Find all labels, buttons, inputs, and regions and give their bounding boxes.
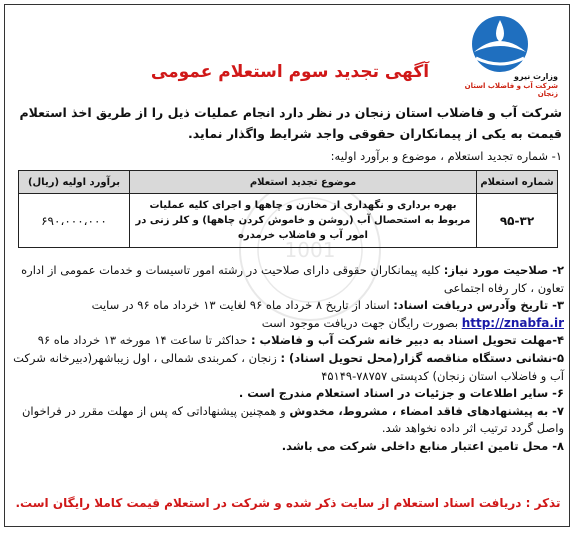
item-2 [12, 262, 564, 297]
table-row [19, 194, 558, 248]
tender-website-link[interactable]: http://znabfa.ir [461, 315, 564, 330]
item-3 [12, 297, 564, 332]
logo-ministry: وزارت نیرو [514, 72, 558, 81]
inquiry-table [18, 170, 558, 248]
conditions-list [12, 262, 564, 456]
section-1-heading: ۱- شماره تجدید استعلام ، موضوع و برآورد اولیه: [330, 149, 562, 163]
header-subject: موضوع تجدید استعلام [130, 171, 477, 194]
item-5-label: ۵-نشانی دستگاه مناقصه گزار(محل تحویل اسناد) : [280, 350, 564, 365]
item-8 [12, 438, 564, 456]
intro-paragraph: شرکت آب و فاضلاب استان زنجان در نظر دارد انجام عملیات ذیل را از طریق اخذ استعلام قیمت به یکی از پیمانکاران حقوقی واجد شرایط واگذار نماید. [19, 105, 562, 141]
item-7-label: ۷- به پیشنهادهای فاقد امضاء ، مشروط، مخدوش [289, 403, 564, 418]
logo-company: شرکت آب و فاضلاب استان زنجان [464, 82, 558, 98]
item-3-text: اسناد از تاریخ ۸ خرداد ماه ۹۶ لغایت ۱۳ خرداد ماه ۹۶ در سایت [91, 298, 394, 313]
item-2-text: کلیه پیمانکاران حقوقی دارای صلاحیت در رشته امور تاسیسات و خدمات عمومی از اداره تعاون ، کار رفاه اجتماعی [21, 263, 564, 295]
item-4-text: حداکثر تا ساعت ۱۴ مورخه ۱۳ خرداد ماه ۹۶ [37, 333, 251, 348]
item-5 [12, 350, 564, 385]
item-3-tail: بصورت رایگان جهت دریافت موجود است [261, 315, 462, 330]
item-7-text: و همچنین پیشنهاداتی که پس از مهلت مقرر در فراخوان واصل گردد ترتیب اثر داده نخواهد شد. [21, 403, 564, 436]
item-4-label: ۴-مهلت تحویل اسناد به دبیر خانه شرکت آب و فاضلاب : [250, 333, 564, 348]
inquiry-number: ۹۵-۳۲ [477, 194, 558, 248]
item-3-label: ۳- تاریخ وآدرس دریافت اسناد: [393, 298, 564, 313]
item-5-text: زنجان ، کمربندی شمالی ، اول زیباشهر(دبیرخانه شرکت آب و فاضلاب استان زنجان) کدپستی ۷۸۷۵۷-۴۵۱۴۹ [13, 350, 564, 383]
item-8-text: ۸- محل تامین اعتبار منابع داخلی شرکت می باشد. [281, 438, 564, 453]
inquiry-subject: بهره برداری و نگهداری از مخازن و چاهها و اجرای کلیه عملیات مربوط به استحصال آب (روشن و خاموش کردن چاهها) و کلر زنی در امور آب و فاضلاب خرمدره [130, 194, 477, 248]
item-6 [12, 385, 564, 403]
table-header-row [19, 171, 558, 194]
header-inquiry-number: شماره استعلام [477, 171, 558, 194]
item-6-text: ۶- سایر اطلاعات و جزئیات در اسناد استعلام مندرج است . [238, 386, 564, 401]
initial-estimate: ۶۹۰،۰۰۰،۰۰۰ [19, 194, 130, 248]
item-4 [12, 332, 564, 350]
item-7 [12, 403, 564, 438]
footer-note: تذکر : دریافت اسناد استعلام از سایت ذکر شده و شرکت در استعلام قیمت کاملا رایگان است. [15, 496, 561, 510]
svg-text:1001: 1001 [284, 238, 336, 262]
notice-title: آگهی تجدید سوم استعلام عمومی [150, 62, 430, 82]
header-estimate: برآورد اولیه (ریال) [19, 171, 130, 194]
item-2-label: ۲- صلاحیت مورد نیاز: [443, 263, 564, 277]
